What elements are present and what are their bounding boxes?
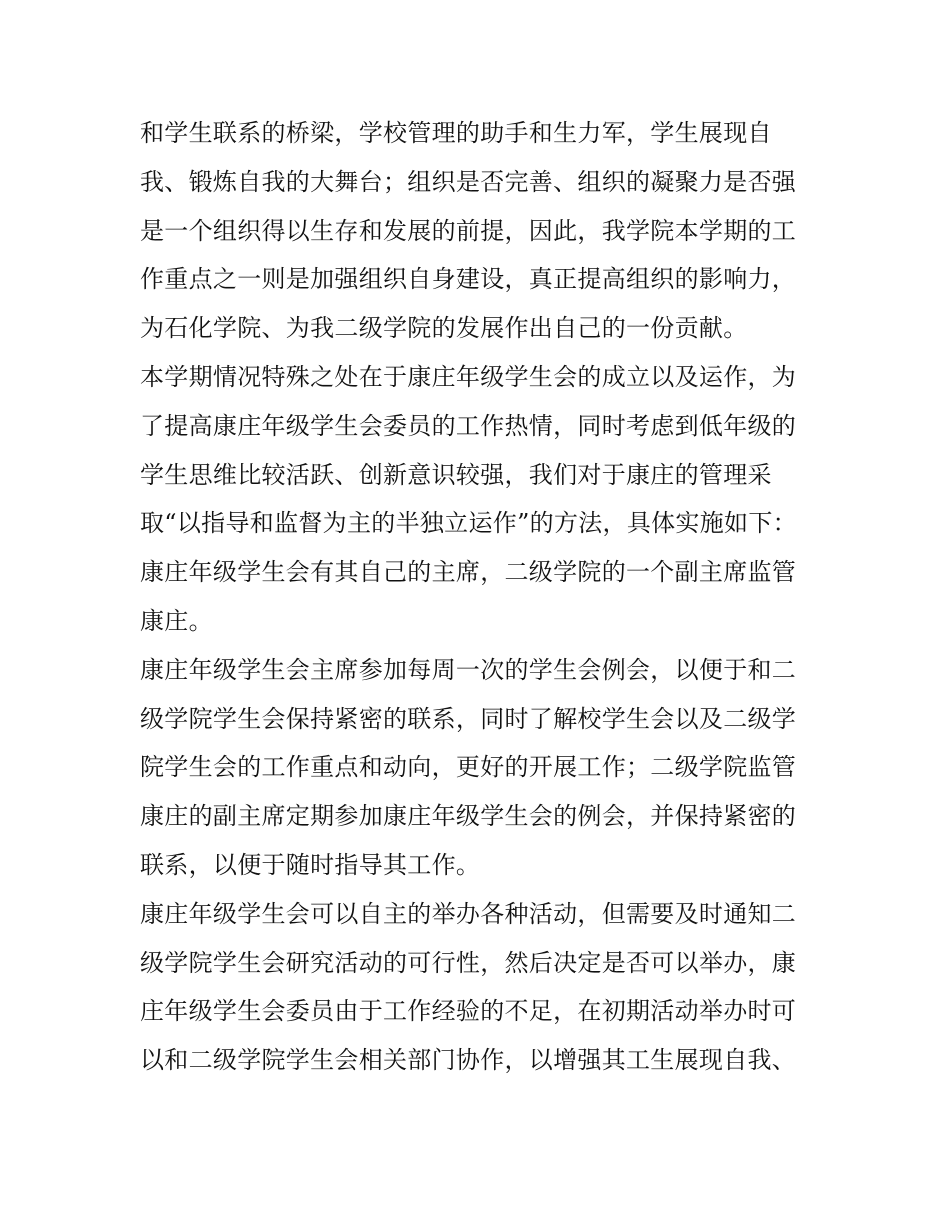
- body-text: [140, 109, 820, 1085]
- text-line: 和学生联系的桥梁，学校管理的助手和生力军，学生展现自: [140, 119, 772, 147]
- text-line: 以和二级学院学生会相关部门协作，以增强其工生展现自我、: [140, 1046, 797, 1075]
- text-line: 康庄年级学生会有其自己的主席，二级学院的一个副主席监管: [140, 558, 797, 587]
- text-line: 康庄。: [140, 606, 213, 635]
- text-line: 了提高康庄年级学生会委员的工作热情，同时考虑到低年级的: [140, 411, 797, 440]
- text-line: 是一个组织得以生存和发展的前提，因此，我学院本学期的工: [140, 216, 797, 245]
- text-line: 本学期情况特殊之处在于康庄年级学生会的成立以及运作，为: [140, 362, 797, 391]
- text-line: 康庄年级学生会主席参加每周一次的学生会例会，以便于和二: [140, 655, 797, 684]
- text-line: 取“以指导和监督为主的半独立运作”的方法，具体实施如下：: [140, 509, 797, 538]
- text-line: 作重点之一则是加强组织自身建设，真正提高组织的影响力，: [140, 265, 797, 294]
- text-line: 康庄的副主席定期参加康庄年级学生会的例会，并保持紧密的: [140, 802, 797, 831]
- text-line: 级学院学生会研究活动的可行性，然后决定是否可以举办，康: [140, 948, 797, 977]
- text-line: 庄年级学生会委员由于工作经验的不足，在初期活动举办时可: [140, 997, 797, 1026]
- text-line: 为石化学院、为我二级学院的发展作出自己的一份贡献。: [140, 314, 748, 343]
- text-line: 联系，以便于随时指导其工作。: [140, 850, 481, 879]
- text-line: 学生思维比较活跃、创新意识较强，我们对于康庄的管理采: [140, 460, 772, 489]
- text-line: 我、锻炼自我的大舞台；组织是否完善、组织的凝聚力是否强: [140, 167, 797, 196]
- text-line: 院学生会的工作重点和动向，更好的开展工作；二级学院监管: [140, 753, 797, 782]
- text-line: 康庄年级学生会可以自主的举办各种活动，但需要及时通知二: [140, 899, 797, 928]
- text-line: 级学院学生会保持紧密的联系，同时了解校学生会以及二级学: [140, 704, 797, 733]
